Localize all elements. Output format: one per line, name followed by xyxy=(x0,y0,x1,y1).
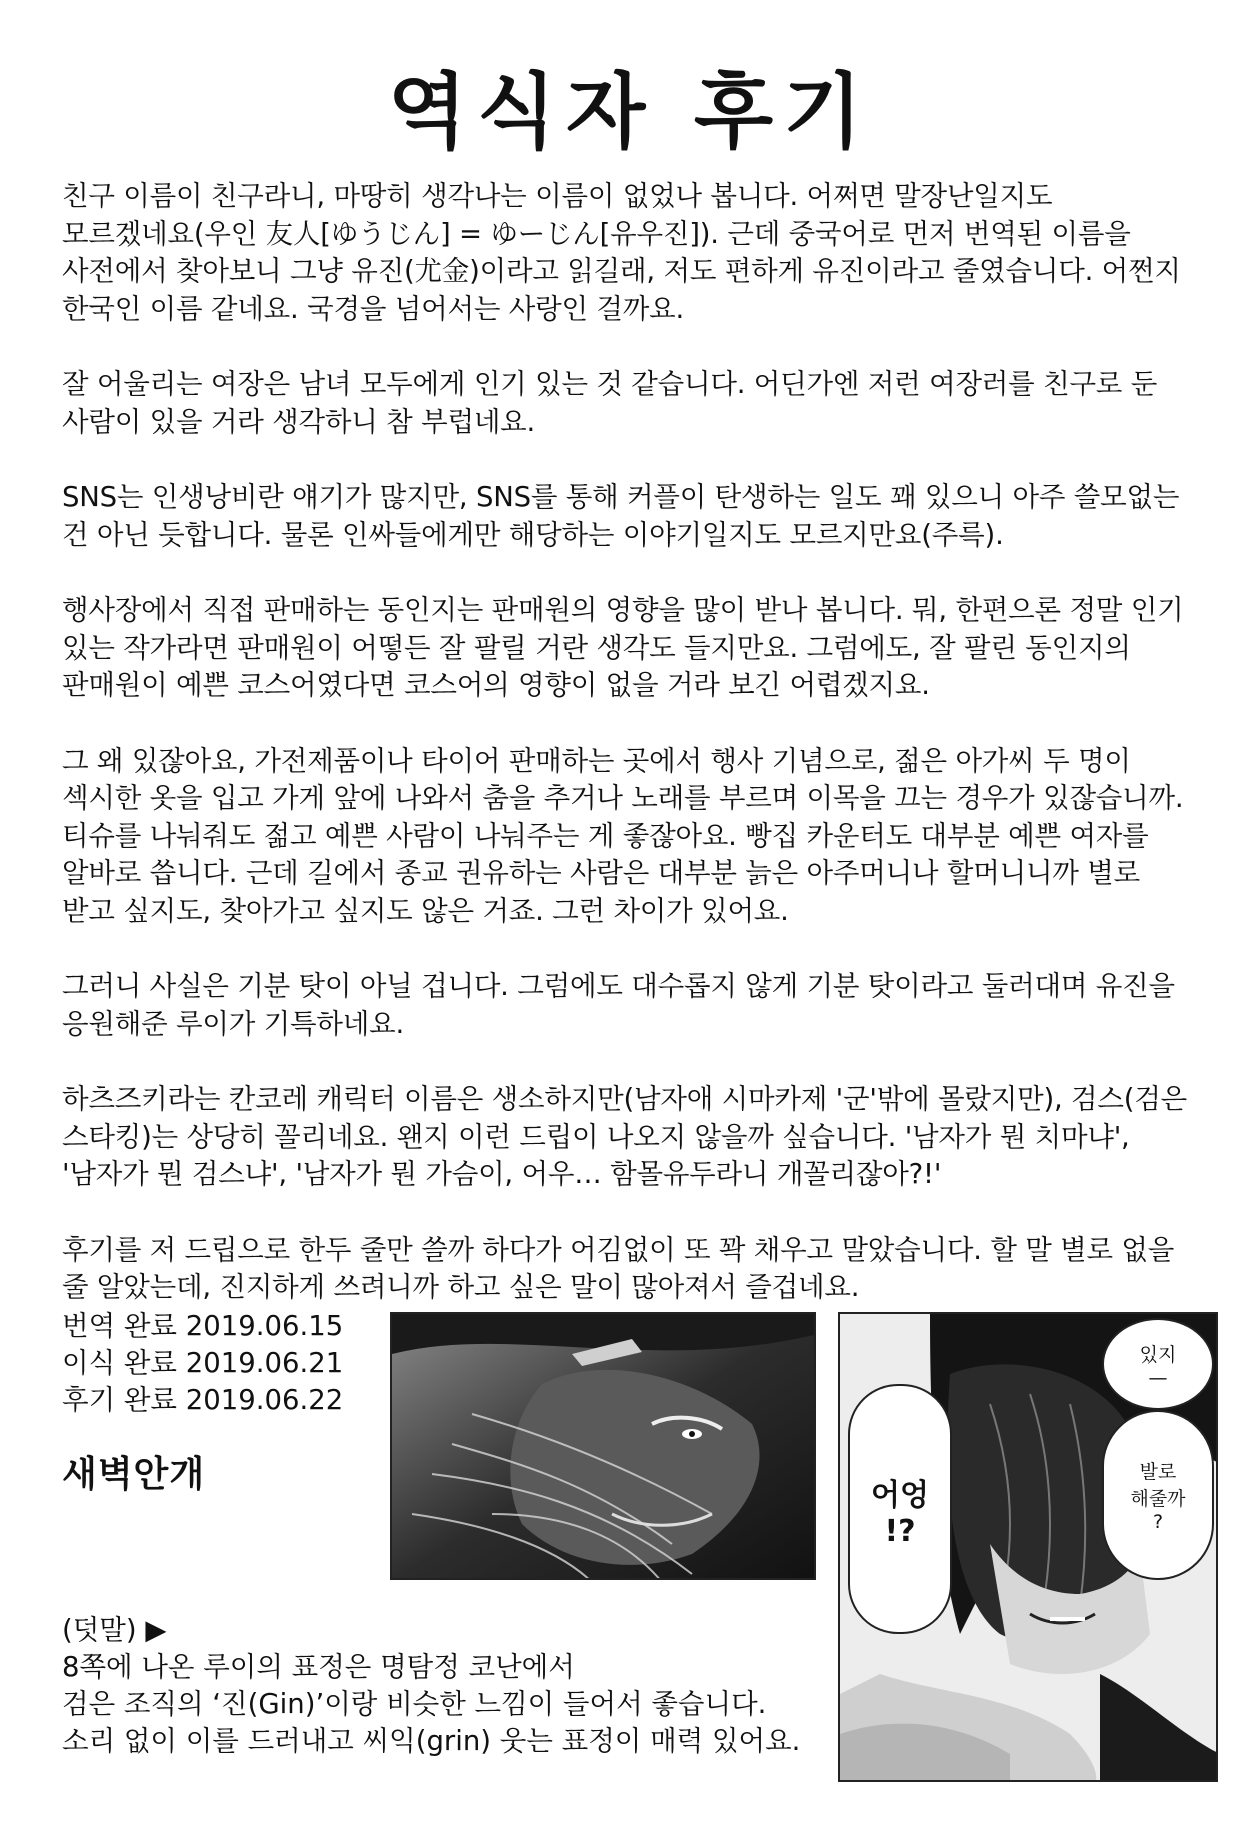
page-title: 역식자 후기 xyxy=(387,65,873,160)
afterword xyxy=(62,1612,822,1760)
paragraph-1: 친구 이름이 친구라니, 마땅히 생각나는 이름이 없었나 봅니다. 어쩌면 말장난일지도 모르겠네요(우인 友人[ゆうじん] = ゆーじん[유우진]). 근데 중국어로 먼저 번역된 이름을 사전에서 찾아보니 그냥 유진(尤金)이라고 읽길래, 저도 편하게 유진이라고 줄였습니다. 어쩐지 한국인 이름 같네요. 국경을 넘어서는 사랑인 걸까요. xyxy=(62,180,1181,325)
speech-bubble-left xyxy=(848,1384,952,1634)
translator-signature: 새벽안개 xyxy=(62,1454,206,1495)
bubble-text: 발로 해줄까 ? xyxy=(1130,1461,1186,1533)
afterword-line: 소리 없이 이를 드러내고 씨익(grin) 웃는 표정이 매력 있어요. xyxy=(62,1725,801,1757)
afterword-line: 검은 조직의 ‘진(Gin)’이랑 비슷한 느낌이 들어서 좋습니다. xyxy=(62,1688,767,1720)
afterword-line: 8쪽에 나온 루이의 표정은 명탐정 코난에서 xyxy=(62,1651,575,1683)
bubble-text: 어엉 !? xyxy=(871,1477,929,1549)
completion-dates: 번역 완료 2019.06.15 이식 완료 2019.06.21 후기 완료 2019.06.22 xyxy=(62,1310,344,1416)
manga-panel-rui xyxy=(838,1312,1218,1782)
review-body xyxy=(62,178,1212,1345)
paragraph-7: 하츠즈키라는 칸코레 캐릭터 이름은 생소하지만(남자애 시마카제 '군'밖에 몰랐지만), 검스(검은 스타킹)는 상당히 꼴리네요. 왠지 이런 드립이 나오지 않을까 싶습니다. '남자가 뭔 치마냐', '남자가 뭔 검스냐', '남자가 뭔 가슴이, 어우… 함몰유두라니 개꼴리잖아?!' xyxy=(62,1083,1188,1190)
afterword-heading: (덧말) ▶ xyxy=(62,1614,167,1646)
paragraph-5: 그 왜 있잖아요, 가전제품이나 타이어 판매하는 곳에서 행사 기념으로, 젊은 아가씨 두 명이 섹시한 옷을 입고 가게 앞에 나와서 춤을 추거나 노래를 부르며 이목을 끄는 경우가 있잖습니까. 티슈를 나눠줘도 젊고 예쁜 사람이 나눠주는 게 좋잖아요. 빵집 카운터도 대부분 예쁜 여자를 알바로 씁니다. 근데 길에서 종교 권유하는 사람은 대부분 늙은 아주머니나 할머니니까 별로 받고 싶지도, 찾아가고 싶지도 않은 거죠. 그런 차이가 있어요. xyxy=(62,744,1184,927)
manga-panel-gin xyxy=(390,1312,816,1580)
paragraph-3: SNS는 인생낭비란 얘기가 많지만, SNS를 통해 커플이 탄생하는 일도 꽤 있으니 아주 쓸모없는 건 아닌 듯합니다. 물론 인싸들에게만 해당하는 이야기일지도 모르지만요(주륵). xyxy=(62,481,1180,551)
speech-bubble-top-right xyxy=(1102,1318,1214,1410)
paragraph-4: 행사장에서 직접 판매하는 동인지는 판매원의 영향을 많이 받나 봅니다. 뭐, 한편으론 정말 인기 있는 작가라면 판매원이 어떻든 잘 팔릴 거란 생각도 들지만요. 그럼에도, 잘 팔린 동인지의 판매원이 예쁜 코스어였다면 코스어의 영향이 없을 거라 보긴 어렵겠지요. xyxy=(62,594,1184,701)
paragraph-2: 잘 어울리는 여장은 남녀 모두에게 인기 있는 것 같습니다. 어딘가엔 저런 여장러를 친구로 둔 사람이 있을 거라 생각하니 참 부럽네요. xyxy=(62,368,1158,438)
speech-bubble-mid-right xyxy=(1102,1410,1214,1580)
gin-illustration xyxy=(392,1314,816,1580)
paragraph-8: 후기를 저 드립으로 한두 줄만 쓸까 하다가 어김없이 또 꽉 채우고 말았습니다. 할 말 별로 없을 줄 알았는데, 진지하게 쓰려니까 하고 싶은 말이 많아져서 즐겁네요. xyxy=(62,1233,1175,1303)
bubble-text: 있지 — xyxy=(1139,1343,1177,1389)
paragraph-6: 그러니 사실은 기분 탓이 아닐 겁니다. 그럼에도 대수롭지 않게 기분 탓이라고 둘러대며 유진을 응원해준 루이가 기특하네요. xyxy=(62,970,1175,1040)
